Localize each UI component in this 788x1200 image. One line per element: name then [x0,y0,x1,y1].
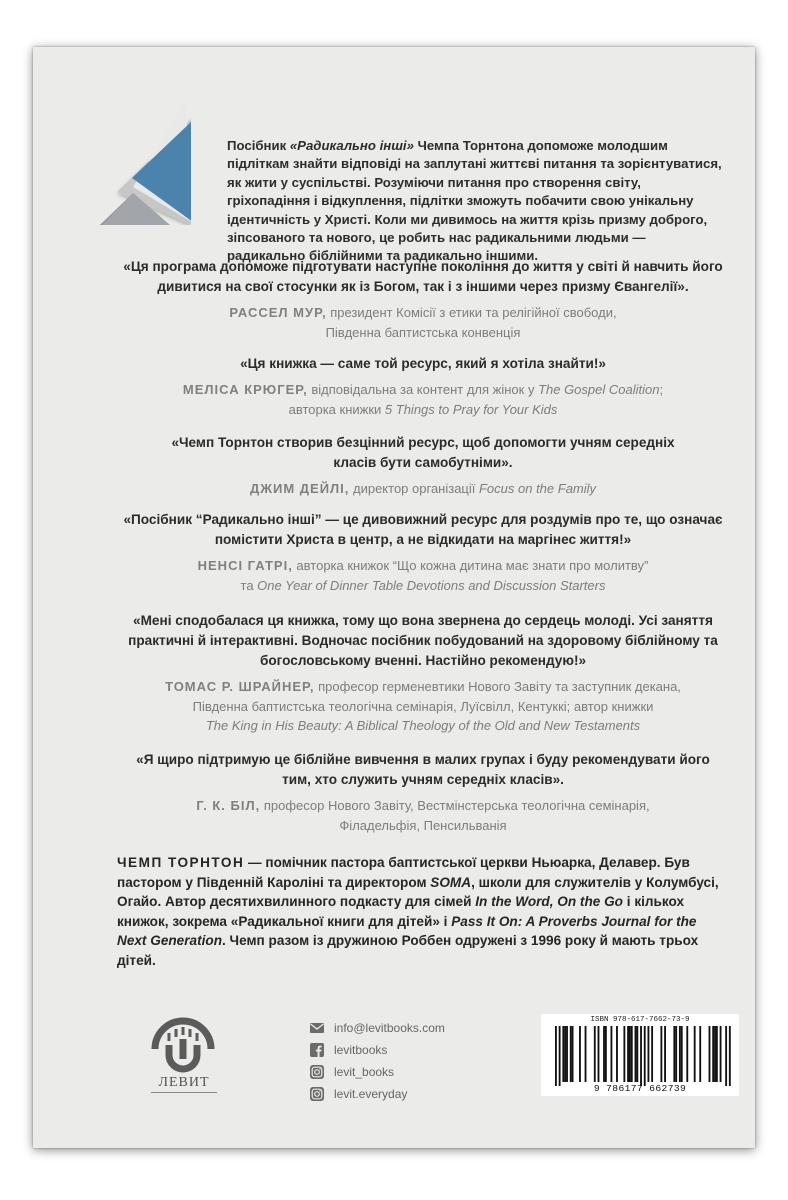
author-bio: ЧЕМП ТОРНТОН — помічник пастора баптистської церкви Ньюарка, Делавер. Був пастором у Південній Кароліні та директором SOMA, школи для служителів у Колумбусі, Огайо. Автор десятихвилинного подкасту для сімей In the Word, On the Go і кількох книжок, зокрема «Радикальної книги для дітей» і Pass It On: A Proverbs Journal for the Next Generation. Чемп разом із дружиною Роббен одружені з 1996 року й мають трьох дітей. [117,855,719,968]
barcode-bar [644,1026,646,1086]
endorser-name: ДЖИМ ДЕЙЛІ, [249,481,350,496]
barcode-bar [716,1026,718,1082]
endorsement-quote: «Ця книжка — саме той ресурс, який я хотіла знайти!» [240,356,606,371]
barcode-bar [651,1026,653,1082]
barcode-bar [572,1026,574,1082]
publisher-contacts [309,1017,445,1105]
endorsement-attribution: ДЖИМ ДЕЙЛІ, директор організації Focus on the Family [249,481,597,496]
endorser-name: ТОМАС Р. ШРАЙНЕР, [165,679,315,694]
barcode-bar [660,1026,662,1082]
barcode-bar [686,1026,688,1082]
barcode-bar [679,1026,681,1082]
barcode-bar [699,1026,701,1082]
endorsement [123,611,723,736]
folded-paper-triangle-icon [51,75,191,225]
barcode-bar [616,1026,618,1082]
endorser-name: НЕНСІ ГАТРІ, [197,558,293,573]
barcode-bar [664,1026,666,1082]
endorsement [133,750,713,835]
endorser-name: РАССЕЛ МУР, [229,305,327,320]
barcode-bar [623,1026,625,1082]
endorsement [113,257,733,342]
facebook-icon [309,1042,325,1058]
endorsement-quote: «Я щиро підтримую це біблійне вивчення в малих групах і буду рекомендувати його тим, хто служить учням середніх класів». [136,752,710,787]
contact-instagram: levit_books [309,1061,445,1082]
barcode-bar [585,1026,587,1082]
barcode-bar [627,1026,629,1082]
endorsement-attribution: МЕЛІСА КРЮГЕР, відповідальна за контент для жінок у The Gospel Coalition; авторка книжки 5 Things to Pray for Your Kids [182,382,664,417]
book-description: Посібник «Радикально інші» Чемпа Торнтона допоможе молодшим підліткам знайти відповіді на заплутані життєві питання та зорієнтуватися, як жити у суспільстві. Розуміючи питання про створення світу, гріхопадіння і відкуплення, підлітки зможуть побачити свою унікальну ідентичність у Христі. Коли ми дивимось на життя крізь призму доброго, зіпсованого та нового, це робить нас радикальними людьми — радикально біблійними та радикально іншими. [227,138,722,264]
barcode-bar [631,1026,633,1082]
barcode-bar [725,1026,727,1086]
barcode-bar [636,1026,638,1082]
endorsement-quote: «Ця програма допоможе підготувати наступне покоління до життя у світі й навчить його дивитися на свої стосунки як із Богом, так і з іншими через призму Євангелії». [123,259,723,294]
endorsement-quote: «Мені сподобалася ця книжка, тому що вона звернена до сердець молоді. Усі заняття практичні й інтерактивні. Водночас посібник побудований на здоровому біблійному та богословському вченні. Настійно рекомендую!» [128,613,718,668]
barcode-bar [675,1026,677,1082]
barcode-bar [559,1026,561,1086]
barcode-bar [579,1026,581,1082]
barcode-bar [729,1026,731,1086]
endorsement [123,510,723,595]
instagram-icon [309,1064,325,1080]
endorsement-attribution: РАССЕЛ МУР, президент Комісії з етики та релігійної свободи, Південна баптистська конвенція [229,305,617,340]
barcode-bar [570,1026,572,1082]
barcode-bar [712,1026,714,1082]
barcode-bar [629,1026,631,1082]
publisher-name: ЛЕВИТ [151,1075,217,1093]
endorser-name: МЕЛІСА КРЮГЕР, [182,382,308,397]
barcode-bar [603,1026,605,1082]
barcode-number: 9 786177 662739 [593,1083,687,1094]
barcode-bar [635,1026,637,1082]
barcode-bar [714,1026,716,1082]
endorsement-attribution: ТОМАС Р. ШРАЙНЕР, професор герменевтики Нового Завіту та заступник декана, Південна баптистська теологічна семінарія, Луїсвілл, Кентуккі; автор книжки The King in His Beauty: A Biblical Theology of the Old and New Testaments [165,679,681,733]
endorsement [113,354,733,419]
isbn-barcode [541,1014,739,1096]
barcode-bar [673,1026,675,1082]
endorsement [153,433,693,499]
barcode-bar [562,1026,564,1082]
endorsement-attribution: НЕНСІ ГАТРІ, авторка книжок “Що кожна дитина має знати про молитву” та One Year of Dinner Table Devotions and Discussion Starters [197,558,649,593]
barcode-bar [694,1026,696,1082]
endorsement-quote: «Посібник “Радикально інші” — це дивовижний ресурс для роздумів про те, що означає помістити Христа в центр, а не відкидати на маргінес життя!» [123,512,723,547]
barcode-bar [640,1026,642,1086]
author-name: ЧЕМП ТОРНТОН [117,855,245,870]
email-icon [309,1020,325,1036]
barcode-bar [598,1026,600,1082]
barcode-bar [709,1026,711,1082]
isbn-label: ISBN 978-617-7662-73-9 [590,1016,690,1024]
contact-email: info@levitbooks.com [309,1017,445,1038]
barcode-bar [648,1026,650,1082]
barcode-bar [720,1026,722,1082]
publisher-logo-icon [149,1015,217,1075]
barcode-bar [566,1026,568,1082]
barcode-bar [605,1026,607,1082]
instagram-icon [309,1086,325,1102]
contact-instagram: levit.everyday [309,1083,445,1104]
barcode-bar [611,1026,613,1082]
endorsement-attribution: Г. К. БІЛ, професор Нового Завіту, Вестмінстерська теологічна семінарія, Філадельфія, Пенсильванія [196,798,650,833]
barcode-bar [564,1026,566,1082]
endorsement-quote: «Чемп Торнтон створив безцінний ресурс, щоб допомогти учням середніх класів бути самобутніми». [171,435,675,470]
endorser-name: Г. К. БІЛ, [196,798,261,813]
book-back-cover [33,47,755,1148]
contact-facebook: levitbooks [309,1039,445,1060]
barcode-bar [681,1026,683,1082]
barcode-bar [555,1026,557,1086]
barcode-bar [594,1026,596,1082]
